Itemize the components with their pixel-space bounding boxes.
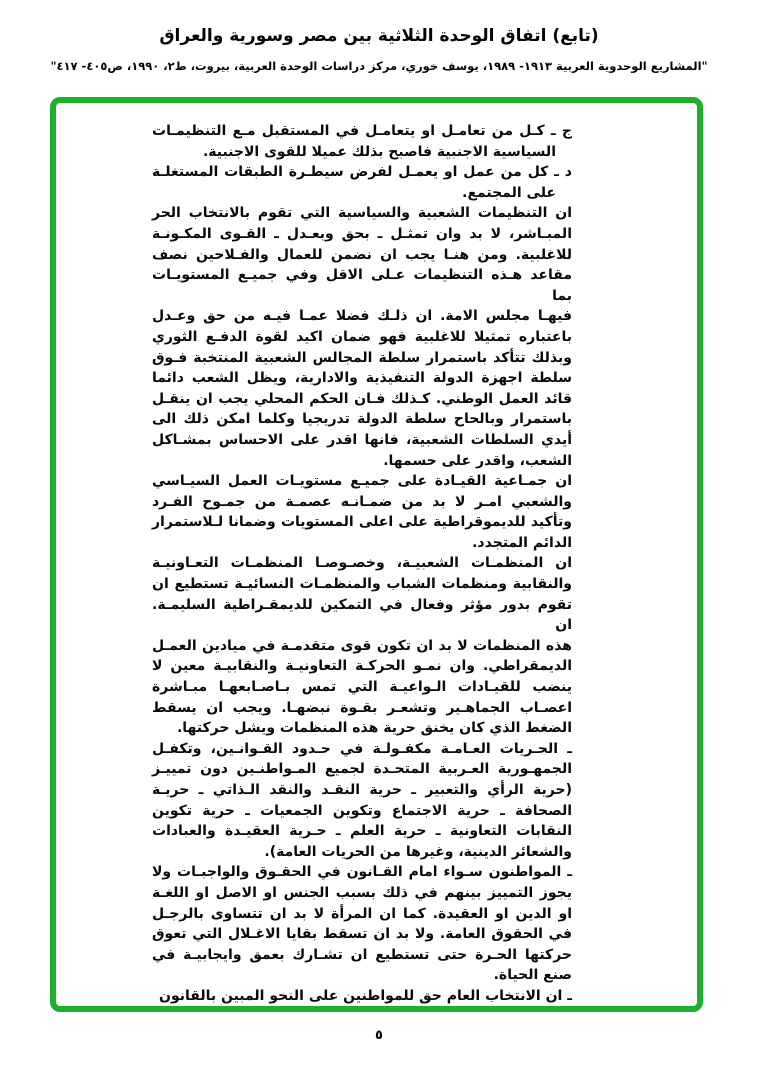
text-line: وتأكيد للديموقراطية على اعلى المستويات وضمانا لـلاستمرار — [152, 514, 572, 531]
text-line: المبـاشر، لا بد وان تمثـل ـ بحق وبعـدل ـ القـوى المكـونـة — [152, 225, 572, 242]
text-line: الصحافة ـ حرية الاجتماع وتكوين الجمعيات ـ حرية تكوين — [152, 802, 572, 819]
text-line: الجمهـورية العـربية المتحـدة لجميع المـواطنـين دون تمييـز — [152, 761, 572, 778]
text-line: تقوم بدور مؤثر وفعال في التمكين للديمقـراطية السليمـة. ان — [152, 596, 572, 634]
text-line: ـ المواطنون سـواء امام القـانون في الحقـوق والواجبـات ولا — [152, 864, 572, 881]
text-line: قائد العمل الوطني. كـذلك فـان الحكم المحلي يجب ان ينقـل — [152, 390, 572, 407]
text-line: مقاعد هـذه التنظيمات عـلى الاقل وفي جميـع المستويـات بما — [152, 267, 572, 304]
text-line: على المجتمع. — [462, 184, 556, 201]
text-line: ينضب للقيـادات الـواعيـة التي تمس بـاصـابعهـا مبـاشرة — [152, 679, 572, 696]
page-number: ٥ — [375, 1028, 383, 1043]
text-line: سلطة اجهزة الدولة التنفيذية والادارية، ويظل الشعب دائما — [152, 370, 572, 387]
text-line: والنقابية ومنظمات الشباب والمنظمـات النسائيـة تستطيع ان — [152, 576, 572, 593]
text-line: صنع الحياة. — [493, 967, 572, 984]
text-line: ان جمـاعية القيـادة على جميـع مستويـات العمل السيـاسي — [152, 473, 572, 490]
text-line: السياسية الاجنبية فاصبح بذلك عميلا للقوى الاجنبية. — [202, 143, 556, 160]
document-frame — [50, 97, 703, 1012]
text-line: الضغط الذي كان يخنق حرية هذه المنظمات ويشل حركتها. — [176, 720, 572, 737]
document-text — [152, 121, 572, 1007]
text-line: باستمرار وبالحاح سلطة الدولة تدريجيا وكلما امكن ذلك الى — [152, 411, 572, 428]
text-line: الدائم المتجدد. — [472, 534, 572, 551]
text-line: والشعائر الدينية، وغيرها من الحريات العامة). — [264, 843, 572, 860]
text-line: باعتباره تمثيلا للاغلبية فهو ضمان اكيد لقوة الدفـع الثوري — [152, 328, 572, 345]
citation-line: "المشاريع الوحدوية العربية ١٩١٣- ١٩٨٩، يوسف خوري، مركز دراسات الوحدة العربية، بيروت، ط٢، ١٩٩٠، ص٤٠٥- ٤١٧" — [50, 59, 708, 73]
text-line: ـ ان الانتخاب العام حق للمواطنين على النحو المبين بالقانون — [159, 987, 572, 1004]
text-line: ان التنظيمات الشعبية والسياسية التي تقوم بالانتخاب الحر — [152, 205, 572, 222]
text-line: للاغلبية. ومن هنـا يجب ان نضمن للعمال والفـلاحين نصف — [152, 246, 572, 263]
text-line: د ـ كل من عمل او يعمـل لفرض سيطـرة الطبقات المستغلـة — [152, 164, 572, 181]
text-line: ان المنظمـات الشعبيـة، وخصـوصـا المنظمـات التعـاونيـة — [152, 555, 572, 572]
text-line: يجوز التمييز بينهم في ذلك بسبب الجنس او الاصل او اللغـة — [152, 884, 572, 901]
text-line: الشعب، واقدر على حسمها. — [383, 452, 572, 469]
text-line: النقابات التعاونية ـ حرية العلم ـ حـرية العقيـدة والعبادات — [152, 823, 572, 840]
text-line: ج ـ كـل من تعامـل او يتعامـل في المستقبل مـع التنظيمـات — [152, 123, 572, 139]
text-line: (حرية الرأي والتعبير ـ حرية النقـد والنقد الـذاتي ـ حريـة — [152, 782, 572, 798]
text-line: في الحقوق العامة. ولا بد ان تسقط بقايا الاغـلال التي تعوق — [152, 926, 572, 943]
text-line: هذه المنظمات لا بد ان تكون قوى متقدمـة في ميادين العمـل — [152, 637, 572, 654]
text-line: الديمقراطي. وان نمـو الحركـة التعاونيـة والنقابيـة معين لا — [152, 658, 572, 675]
text-line: والشعبي امـر لا بد من ضمـانـه عصمـة من جمـوح الفـرد — [152, 493, 572, 510]
text-line: او الدين او العقيدة. كما ان المرأة لا بد ان تتساوى بالرجـل — [152, 905, 572, 922]
page-title: (تابع) اتفاق الوحدة الثلاثية بين مصر وسورية والعراق — [159, 26, 599, 46]
text-line: فيهـا مجلس الامة. ان ذلـك فضلا عمـا فيـه من حق وعـدل — [152, 308, 572, 325]
text-line: ـ الحـريات العـامـة مكفـولـة في حـدود القـوانـين، وتكفـل — [152, 740, 572, 757]
text-line: اعصـاب الجماهـير وتشعـر بقـوة نبضهـا. ويجب ان يسقط — [152, 699, 572, 716]
text-line: حركتها الحـرة حتى تستطيع ان تشـارك بعمق وايجابيـة في — [152, 946, 572, 963]
text-line: أيدي السلطات الشعبية، فانها اقدر على الاحساس بمشـاكل — [152, 431, 572, 448]
text-line: وبذلك تتأكد باستمرار سلطة المجالس الشعبية المنتخبة فـوق — [152, 349, 572, 366]
